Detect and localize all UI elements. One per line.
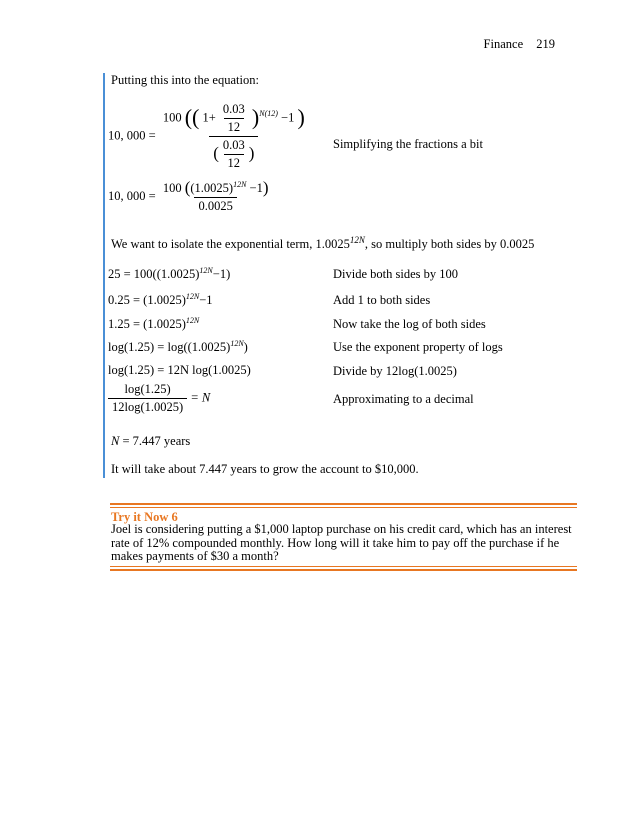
example-side-bar xyxy=(103,73,105,478)
result-line: N = 7.447 years xyxy=(111,434,191,448)
conclusion-text: It will take about 7.447 years to grow the account to $10,000. xyxy=(111,462,419,476)
step-2: $0.25 = (1.0025)^{12N}-1$ xyxy=(108,292,213,308)
try-box-top-rule xyxy=(110,503,577,505)
equation-1-note: Simplifying the fractions a bit xyxy=(333,137,483,151)
step-3: $1.25 = (1.0025)^{12N}$ xyxy=(108,316,200,332)
step-2-note: Add 1 to both sides xyxy=(333,293,431,307)
intro-text: Putting this into the equation: xyxy=(111,73,259,87)
equation-2: 10, 000 = $\frac{100 ((1.0025)^{12N} -1)}{0.0025}$ xyxy=(108,178,269,214)
equation-1-fraction: 100 (( 1+ $\frac{0.03}{12}$ )$^{N(12)}$ −1 ) ( $\frac{0.03}{12}$ ) xyxy=(162,102,305,170)
try-it-body: Joel is considering putting a $1,000 laptop purchase on his credit card, which has an interest rate of 12% compounded monthly. How long will it take him to pay off the purchase if he makes payments of $30 a month? xyxy=(111,522,572,563)
final-fraction-note: Approximating to a decimal xyxy=(333,392,474,406)
step-1-note: Divide both sides by 100 xyxy=(333,267,458,281)
step-5-note: Divide by 12log(1.0025) xyxy=(333,364,457,378)
step-5: log(1.25) = 12N log(1.0025) xyxy=(108,363,251,377)
page-number: 219 xyxy=(536,37,555,51)
try-it-title: Try it Now 6 xyxy=(111,510,178,524)
step-3-note: Now take the log of both sides xyxy=(333,317,486,331)
isolate-text: We want to isolate the exponential term, $1.0025^{12N}$, so multiply both sides by 0.0025 xyxy=(111,235,535,252)
section-name: Finance xyxy=(483,37,524,51)
equation-1: 10, 000 = 100 (( 1+ $\frac{0.03}{12}$ )$^{N(12)}$ −1 ) ( $\frac{0.03}{12}$ ) xyxy=(108,102,309,171)
step-4-note: Use the exponent property of logs xyxy=(333,340,503,354)
final-fraction: $\frac{\log(1.25)}{12\log(1.0025)}$ = N xyxy=(108,382,210,415)
try-box-bottom-rule xyxy=(110,566,577,567)
running-header xyxy=(474,37,555,52)
step-1: $25 = 100((1.0025)^{12N}-1)$ xyxy=(108,266,231,282)
step-4: $\log(1.25) = \log((1.0025)^{12N})$ xyxy=(108,339,248,355)
